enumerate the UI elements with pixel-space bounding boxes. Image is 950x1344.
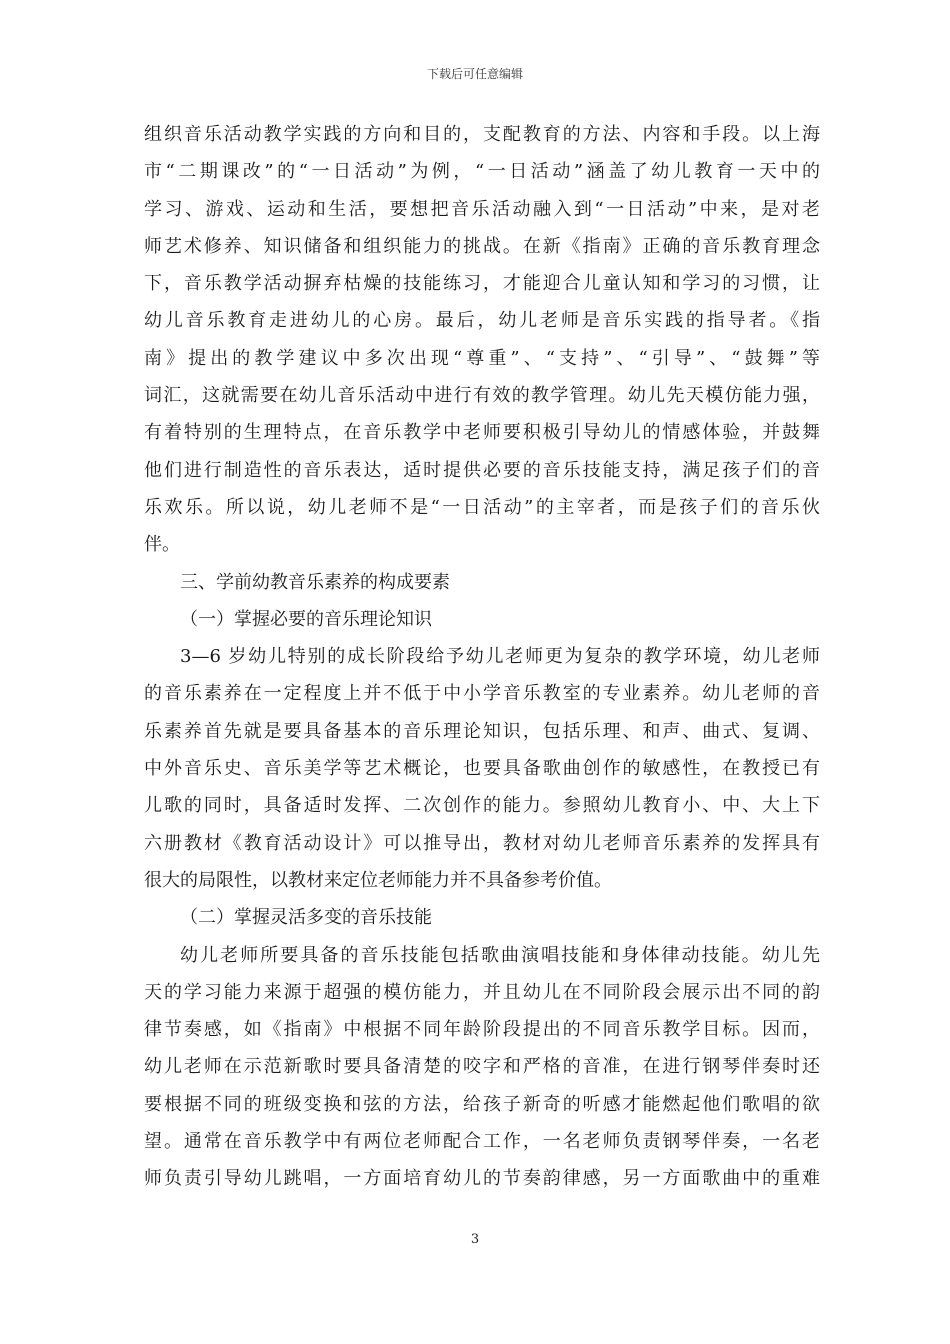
text-line: 六册教材《教育活动设计》可以推导出，教材对幼儿老师音乐素养的发挥具有 <box>144 832 820 854</box>
text-line: 望。通常在音乐教学中有两位老师配合工作，一名老师负责钢琴伴奏，一名老 <box>144 1131 820 1153</box>
text-line: 有着特别的生理特点，在音乐教学中老师要积极引导幼儿的情感体验，并鼓舞 <box>144 422 820 444</box>
text-line: 他们进行制造性的音乐表达，适时提供必要的音乐技能支持，满足孩子们的音 <box>144 459 820 481</box>
subsection-heading: （二）掌握灵活多变的音乐技能 <box>180 907 432 929</box>
text-line: 3—6 岁幼儿特别的成长阶段给予幼儿老师更为复杂的教学环境，幼儿老师 <box>180 646 820 668</box>
text-line: 词汇，这就需要在幼儿音乐活动中进行有效的教学管理。幼儿先天模仿能力强， <box>144 385 820 407</box>
text-line: 师负责引导幼儿跳唱，一方面培育幼儿的节奏韵律感，另一方面歌曲中的重难 <box>144 1168 820 1190</box>
document-body <box>144 116 820 1198</box>
text-line: 中外音乐史、音乐美学等艺术概论，也要具备歌曲创作的敏感性，在教授已有 <box>144 758 820 780</box>
text-line: 乐欢乐。所以说，幼儿老师不是“一日活动”的主宰者，而是孩子们的音乐伙 <box>144 496 820 518</box>
section-heading: 三、学前幼教音乐素养的构成要素 <box>180 571 450 593</box>
page-header-note: 下载后可任意编辑 <box>426 67 523 81</box>
text-line: 市“二期课改”的“一日活动”为例，“一日活动”涵盖了幼儿教育一天中的 <box>144 161 820 183</box>
text-line: 幼儿老师在示范新歌时要具备清楚的咬字和严格的音准，在进行钢琴伴奏时还 <box>144 1056 820 1078</box>
text-line: 幼儿音乐教育走进幼儿的心房。最后，幼儿老师是音乐实践的指导者。《指 <box>144 310 820 332</box>
text-line: 师艺术修养、知识储备和组织能力的挑战。在新《指南》正确的音乐教育理念 <box>144 235 820 257</box>
text-line: 下，音乐教学活动摒弃枯燥的技能练习，才能迎合儿童认知和学习的习惯，让 <box>144 273 820 295</box>
text-line: 乐素养首先就是要具备基本的音乐理论知识，包括乐理、和声、曲式、复调、 <box>144 720 820 742</box>
text-line: 律节奏感，如《指南》中根据不同年龄阶段提出的不同音乐教学目标。因而， <box>144 1019 820 1041</box>
subsection-heading: （一）掌握必要的音乐理论知识 <box>180 608 432 630</box>
text-line: 的音乐素养在一定程度上并不低于中小学音乐教室的专业素养。幼儿老师的音 <box>144 683 820 705</box>
text-line: 要根据不同的班级变换和弦的方法，给孩子新奇的听感才能燃起他们歌唱的欲 <box>144 1093 820 1115</box>
text-line: 组织音乐活动教学实践的方向和目的，支配教育的方法、内容和手段。以上海 <box>144 124 820 145</box>
page-number: 3 <box>470 1232 480 1247</box>
text-line: 儿歌的同时，具备适时发挥、二次创作的能力。参照幼儿教育小、中、大上下 <box>144 795 820 817</box>
text-line: 南》提出的教学建议中多次出现“尊重”、“支持”、“引导”、“鼓舞”等 <box>144 347 820 369</box>
text-line: 伴。 <box>144 534 180 556</box>
text-line: 天的学习能力来源于超强的模仿能力，并且幼儿在不同阶段会展示出不同的韵 <box>144 981 820 1003</box>
text-line: 幼儿老师所要具备的音乐技能包括歌曲演唱技能和身体律动技能。幼儿先 <box>180 944 820 966</box>
text-line: 很大的局限性，以教材来定位老师能力并不具备参考价值。 <box>144 869 612 891</box>
text-line: 学习、游戏、运动和生活，要想把音乐活动融入到“一日活动”中来，是对老 <box>144 198 820 220</box>
